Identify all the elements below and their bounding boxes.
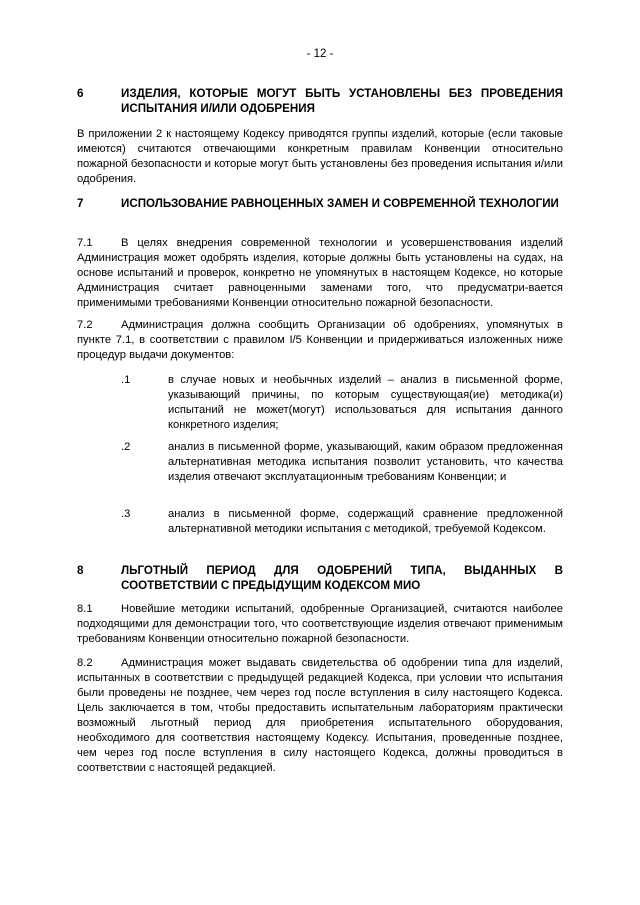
section-heading-7 [77, 196, 563, 211]
paragraph-number: 8.1 [77, 603, 93, 615]
list-item-2 [121, 440, 563, 485]
paragraph-number: 8.2 [77, 657, 93, 669]
section-heading-8 [77, 563, 563, 593]
list-item-number: .2 [121, 441, 131, 453]
section-title: ИСПОЛЬЗОВАНИЕ РАВНОЦЕННЫХ ЗАМЕН И СОВРЕМЕННОЙ ТЕХНОЛОГИИ [121, 197, 559, 210]
paragraph-7-1 [77, 236, 563, 311]
paragraph-text: В приложении 2 к настоящему Кодексу приводятся группы изделий, которые (если таковые имеются) считаются отвечающими конкретным правилам Конвенции относительно пожарной безопасности и которые могут быть установлены без проведения испытания и/или одобрения. [77, 128, 563, 185]
list-item-text: в случае новых и необычных изделий – анализ в письменной форме, указывающий причины, по которым существующая(ие) методика(и) испытаний не может(могут) использоваться для испытания данного конкретного изделия; [168, 374, 563, 431]
section-heading-6 [77, 86, 563, 116]
page-number: - 12 - [306, 48, 334, 60]
paragraph-7-2 [77, 318, 563, 363]
paragraph-text: Новейшие методики испытаний, одобренные Организацией, считаются наиболее подходящими для демонстрации того, что соответствующие изделия отвечают применимым требованиям Конвенции относительно пожарной безопасности. [77, 603, 563, 645]
paragraph-number: 7.1 [77, 237, 93, 249]
paragraph-text: Администрация может выдавать свидетельства об одобрении типа для изделий, испытанных в соответствии с предыдущей редакцией Кодекса, при условии что испытания были проведены не позднее, чем через год после вступления в силу настоящего Кодекса. Цель заключается в том, чтобы предоставить испытательным лабораториям практически возможный льготный период для приобретения испытательного оборудования, необходимого для соответствия настоящему Кодексу. Испытания, проведенные позднее, чем через год после вступления в силу настоящего Кодекса, должны проводиться в соответствии с настоящей редакцией. [77, 657, 563, 774]
list-item-text: анализ в письменной форме, указывающий, каким образом предложенная альтернативная методика испытания позволит установить, что качества изделия отвечают эксплуатационным требованиям Конвенции; и [168, 441, 563, 483]
paragraph-8-2 [77, 656, 563, 776]
list-item-number: .1 [121, 374, 131, 386]
paragraph-number: 7.2 [77, 319, 93, 331]
section-title: ИЗДЕЛИЯ, КОТОРЫЕ МОГУТ БЫТЬ УСТАНОВЛЕНЫ БЕЗ ПРОВЕДЕНИЯ ИСПЫТАНИЯ И/ИЛИ ОДОБРЕНИЯ [121, 87, 563, 115]
section-number: 8 [77, 564, 84, 577]
paragraph-6 [77, 127, 563, 187]
paragraph-text: В целях внедрения современной технологии и усовершенствования изделий Администрация может одобрять изделия, которые должны быть установлены на судах, на основе испытаний и проверок, конкретно не упомянутых в настоящем Кодексе, но которые Администрация считает равноценными заменами того, что предусматри-вается применимыми требованиями Конвенции относительно пожарной безопасности. [77, 237, 563, 309]
section-title: ЛЬГОТНЫЙ ПЕРИОД ДЛЯ ОДОБРЕНИЙ ТИПА, ВЫДАННЫХ В СООТВЕТСТВИИ С ПРЕДЫДУЩИМ КОДЕКСОМ МИО [121, 564, 563, 592]
section-number: 6 [77, 87, 84, 100]
list-item-number: .3 [121, 508, 131, 520]
section-number: 7 [77, 197, 84, 210]
list-item-3 [121, 507, 563, 537]
list-item-text: анализ в письменной форме, содержащий сравнение предложенной альтернативной методики испытания с методикой, требуемой Кодексом. [168, 508, 563, 535]
list-item-1 [121, 373, 563, 433]
paragraph-8-1 [77, 602, 563, 647]
paragraph-text: Администрация должна сообщить Организации об одобрениях, упомянутых в пункте 7.1, в соответствии с правилом I/5 Конвенции и придерживаться изложенных ниже процедур выдачи документов: [77, 319, 563, 361]
